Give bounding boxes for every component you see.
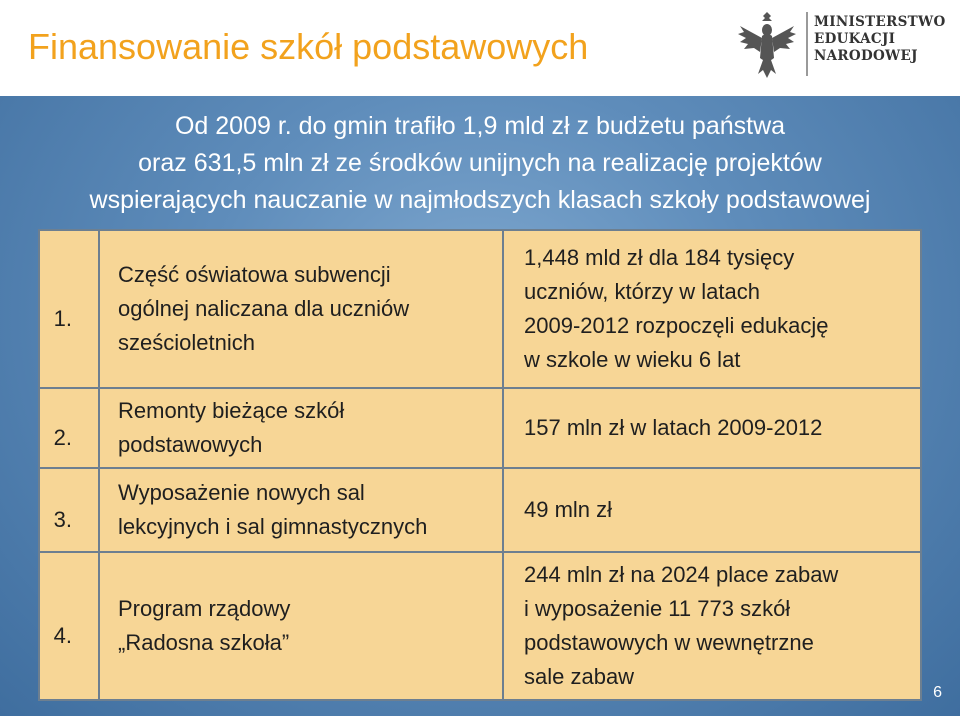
row-value: 1,448 mld zł dla 184 tysięcy uczniów, którzy w latach 2009-2012 rozpoczęli edukację w szkole w wieku 6 lat (503, 230, 921, 388)
row-value: 244 mln zł na 2024 place zabaw i wyposażenie 11 773 szkół podstawowych w wewnętrzne sale zabaw (503, 552, 921, 700)
page-number: 6 (933, 684, 942, 701)
row-description: Wyposażenie nowych sal lekcyjnych i sal gimnastycznych (99, 468, 503, 552)
intro-text (0, 108, 960, 219)
logo-line-3: NARODOWEJ (814, 48, 918, 64)
row-number: 1. (39, 230, 99, 388)
table-row (39, 388, 921, 468)
row-description: Program rządowy „Radosna szkoła” (99, 552, 503, 700)
table-row (39, 230, 921, 388)
page-title: Finansowanie szkół podstawowych (28, 26, 589, 67)
row-description: Część oświatowa subwencji ogólnej naliczana dla uczniów sześcioletnich (99, 230, 503, 388)
logo-divider (806, 12, 808, 76)
eagle-emblem-icon (736, 8, 798, 80)
logo-line-2: EDUKACJI (814, 31, 896, 47)
ministry-logo (736, 8, 956, 80)
table-row (39, 552, 921, 700)
row-number: 3. (39, 468, 99, 552)
logo-line-1: MINISTERSTWO (814, 14, 946, 30)
row-description: Remonty bieżące szkół podstawowych (99, 388, 503, 468)
intro-line: wspierających nauczanie w najmłodszych klasach szkoły podstawowej (89, 186, 871, 214)
intro-line: oraz 631,5 mln zł ze środków unijnych na realizację projektów (138, 149, 822, 177)
row-number: 4. (39, 552, 99, 700)
logo-text (814, 14, 946, 65)
table-row (39, 468, 921, 552)
row-value: 157 mln zł w latach 2009-2012 (503, 388, 921, 468)
intro-line: Od 2009 r. do gmin trafiło 1,9 mld zł z budżetu państwa (174, 112, 786, 140)
funding-table (38, 229, 922, 701)
row-number: 2. (39, 388, 99, 468)
header (0, 0, 960, 96)
row-value: 49 mln zł (503, 468, 921, 552)
